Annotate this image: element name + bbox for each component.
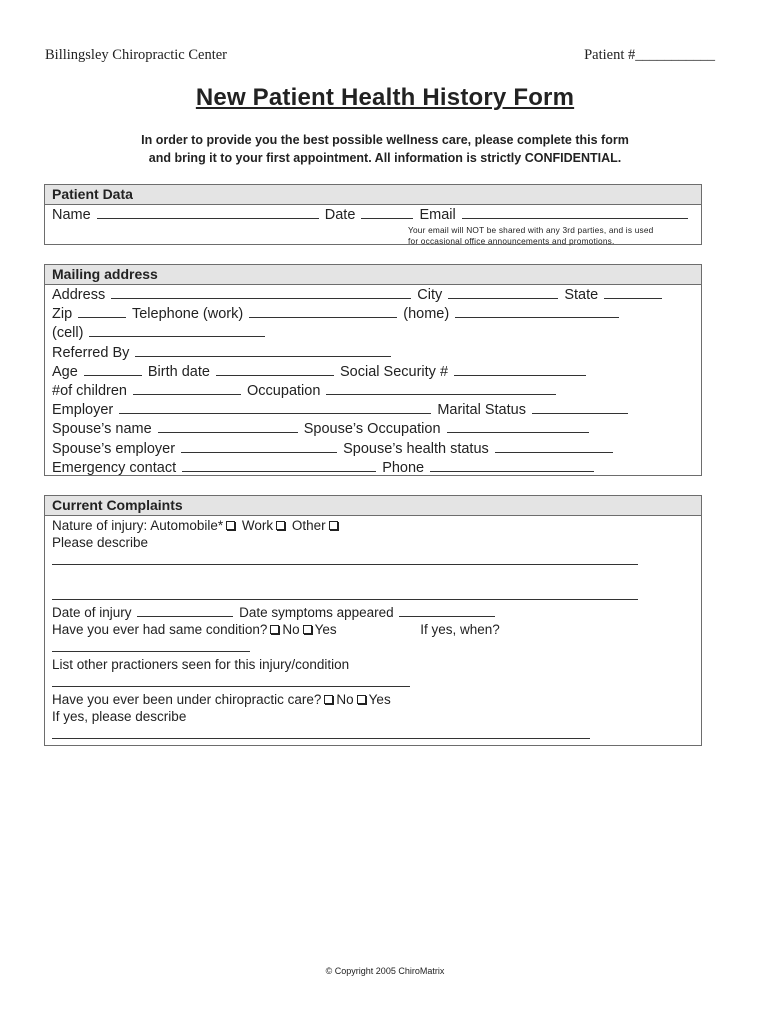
same-condition-no-label: No [282, 622, 300, 638]
emergency-label: Emergency contact [52, 459, 177, 476]
date-symptoms-label: Date symptoms appeared [239, 605, 394, 621]
current-complaints-section [44, 495, 702, 746]
referred-by-field[interactable] [135, 344, 391, 357]
home-label: (home) [403, 306, 450, 323]
chiro-yes-checkbox[interactable] [357, 695, 366, 704]
cell-label: (cell) [52, 325, 84, 342]
home-phone-field[interactable] [455, 305, 619, 318]
name-field[interactable] [97, 206, 319, 219]
spouse-name-label: Spouse’s name [52, 421, 152, 438]
children-field[interactable] [133, 382, 241, 395]
phone-label: Phone [382, 459, 425, 476]
same-condition-no-checkbox[interactable] [270, 625, 279, 634]
address-field[interactable] [111, 286, 411, 299]
describe-label: Please describe [52, 535, 149, 551]
form-title: New Patient Health History Form [195, 84, 575, 111]
same-condition-yes-label: Yes [314, 622, 337, 638]
complaints-heading: Current Complaints [45, 496, 701, 516]
date-injury-label: Date of injury [52, 605, 132, 621]
spouse-employer-label: Spouse’s employer [52, 440, 176, 457]
clinic-name: Billingsley Chiropractic Center [45, 47, 228, 63]
other-checkbox[interactable] [329, 521, 338, 530]
patient-data-section [44, 184, 702, 245]
spouse-name-field[interactable] [158, 420, 298, 433]
name-label: Name [52, 207, 91, 223]
ssn-field[interactable] [454, 363, 586, 376]
date-field[interactable] [361, 206, 413, 219]
practitioners-field[interactable] [52, 674, 410, 687]
work-checkbox[interactable] [276, 521, 285, 530]
zip-field[interactable] [78, 305, 126, 318]
work-label: Work [241, 518, 274, 533]
birth-date-field[interactable] [216, 363, 334, 376]
list-practitioners-label: List other practioners seen for this injury/condition [52, 657, 350, 673]
email-note-1: Your email will NOT be shared with any 3rd parties, and is used [408, 225, 654, 236]
cell-field[interactable] [89, 324, 265, 337]
intro-text [0, 131, 770, 167]
phone-field[interactable] [430, 459, 594, 472]
chiro-no-checkbox[interactable] [324, 695, 333, 704]
city-field[interactable] [448, 286, 558, 299]
intro-line-1: In order to provide you the best possible wellness care, please complete this form [141, 133, 629, 147]
email-field[interactable] [462, 206, 688, 219]
zip-label: Zip [52, 306, 73, 323]
describe-line-2[interactable] [52, 587, 638, 600]
automobile-checkbox[interactable] [226, 521, 235, 530]
state-field[interactable] [604, 286, 662, 299]
city-label: City [417, 287, 443, 303]
patient-number: Patient #___________ [584, 47, 715, 63]
other-label: Other [291, 518, 326, 533]
date-label: Date [324, 207, 356, 223]
chiro-yes-label: Yes [368, 692, 391, 708]
nature-label: Nature of injury: Automobile* [52, 518, 224, 533]
occupation-field[interactable] [326, 382, 556, 395]
date-injury-field[interactable] [137, 604, 233, 617]
marital-field[interactable] [532, 401, 628, 414]
marital-label: Marital Status [437, 402, 526, 419]
chiro-describe-field[interactable] [52, 726, 590, 739]
spouse-health-label: Spouse’s health status [343, 440, 489, 457]
age-field[interactable] [84, 363, 142, 376]
intro-line-2: and bring it to your first appointment. All information is strictly CONFIDENTIAL. [148, 151, 622, 165]
tel-work-field[interactable] [249, 305, 397, 318]
children-label: #of children [52, 383, 127, 400]
same-condition-label: Have you ever had same condition? [52, 622, 268, 638]
occupation-label: Occupation [247, 383, 321, 400]
if-yes-when-label: If yes, when? [420, 622, 500, 638]
employer-label: Employer [52, 402, 114, 419]
referred-by-label: Referred By [52, 344, 130, 361]
employer-field[interactable] [119, 401, 431, 414]
patient-data-heading: Patient Data [45, 185, 701, 205]
mailing-address-section [44, 264, 702, 476]
if-yes-describe-label: If yes, please describe [52, 709, 187, 725]
spouse-employer-field[interactable] [181, 440, 337, 453]
describe-line-1[interactable] [52, 552, 638, 565]
state-label: State [564, 287, 599, 303]
date-symptoms-field[interactable] [399, 604, 495, 617]
birth-date-label: Birth date [147, 363, 210, 380]
chiro-no-label: No [336, 692, 354, 708]
mailing-heading: Mailing address [45, 265, 701, 285]
email-label: Email [419, 207, 456, 223]
copyright-footer: © Copyright 2005 ChiroMatrix [325, 966, 445, 976]
ssn-label: Social Security # [340, 363, 449, 380]
if-yes-when-field[interactable] [52, 639, 250, 652]
emergency-field[interactable] [182, 459, 376, 472]
tel-work-label: Telephone (work) [131, 306, 244, 323]
same-condition-yes-checkbox[interactable] [303, 625, 312, 634]
address-label: Address [52, 287, 106, 303]
email-note-2: for occasional office announcements and promotions. [408, 236, 615, 247]
spouse-health-field[interactable] [495, 440, 613, 453]
chiro-care-label: Have you ever been under chiropractic care? [52, 692, 322, 708]
spouse-occupation-label: Spouse’s Occupation [303, 421, 441, 438]
age-label: Age [52, 363, 78, 380]
spouse-occupation-field[interactable] [447, 420, 589, 433]
